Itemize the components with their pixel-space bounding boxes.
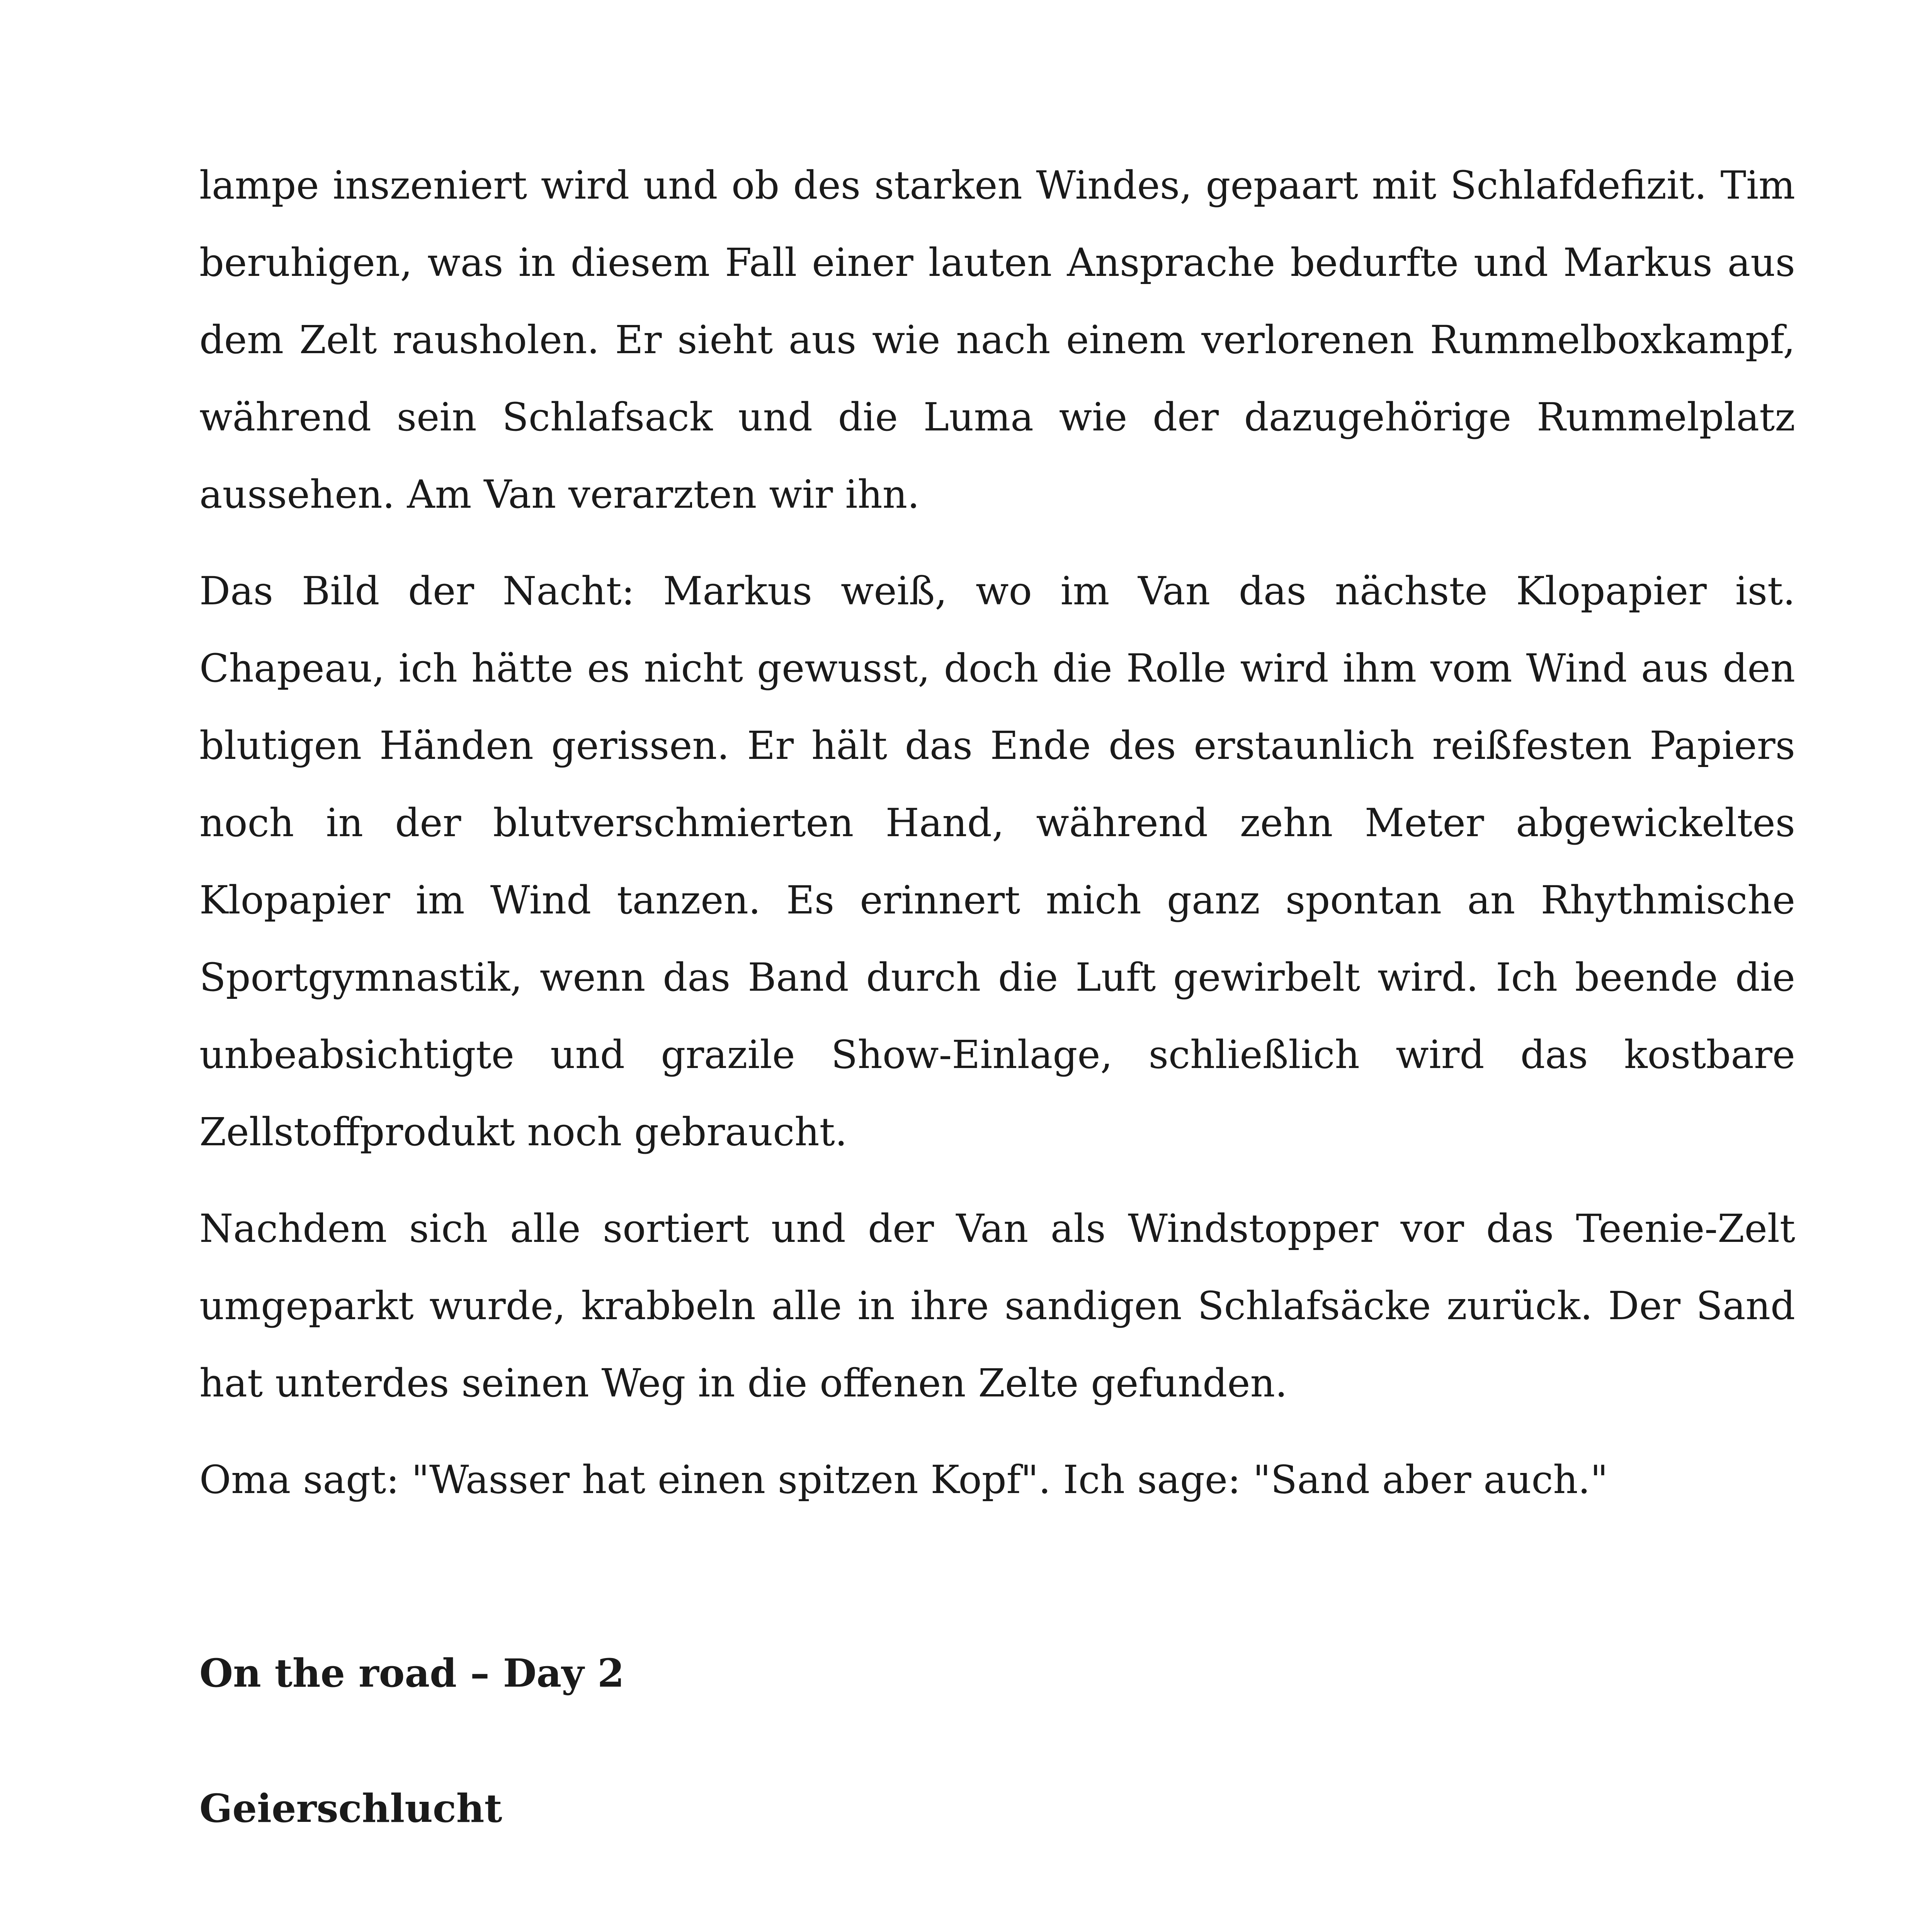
section-heading: On the road – Day 2: [199, 1650, 624, 1696]
paragraph-2: Das Bild der Nacht: Markus weiß, wo im Van das nächste Klopapier ist. Chapeau, ich hätte es nicht gewusst, doch die Rolle wird ihm vom Wind aus den blutigen Händen gerissen. Er hält das Ende des erstaunlich reißfesten Papiers noch in der blutverschmierten Hand, während zehn Meter abgewickeltes Klopapier im Wind tanzen. Es erinnert mich ganz spontan an Rhythmische Sportgymnastik, wenn das Band durch die Luft gewirbelt wird. Ich beende die unbeabsichtigte und grazile Show-Einlage, schließlich wird das kostbare Zellstoffprodukt noch gebraucht.: [199, 568, 1795, 1155]
paragraph-4: Oma sagt: "Wasser hat einen spitzen Kopf". Ich sage: "Sand aber auch.": [199, 1457, 1608, 1502]
body-text: [199, 147, 1795, 1932]
subsection-heading: Geierschlucht: [199, 1786, 502, 1831]
paragraph-3: Nachdem sich alle sortiert und der Van als Windstopper vor das Teenie-Zelt umgeparkt wurde, krabbeln alle in ihre sandigen Schlafsäcke zurück. Der Sand hat unterdes seinen Weg in die offenen Zelte gefunden.: [199, 1206, 1795, 1406]
paragraph-1: lampe inszeniert wird und ob des starken Windes, gepaart mit Schlafdefizit. Tim beruhigen, was in diesem Fall einer lauten Ansprache bedurfte und Markus aus dem Zelt rausholen. Er sieht aus wie nach einem verlorenen Rummelboxkampf, während sein Schlafsack und die Luma wie der dazugehörige Rummelplatz aussehen. Am Van verarzten wir ihn.: [199, 163, 1795, 517]
